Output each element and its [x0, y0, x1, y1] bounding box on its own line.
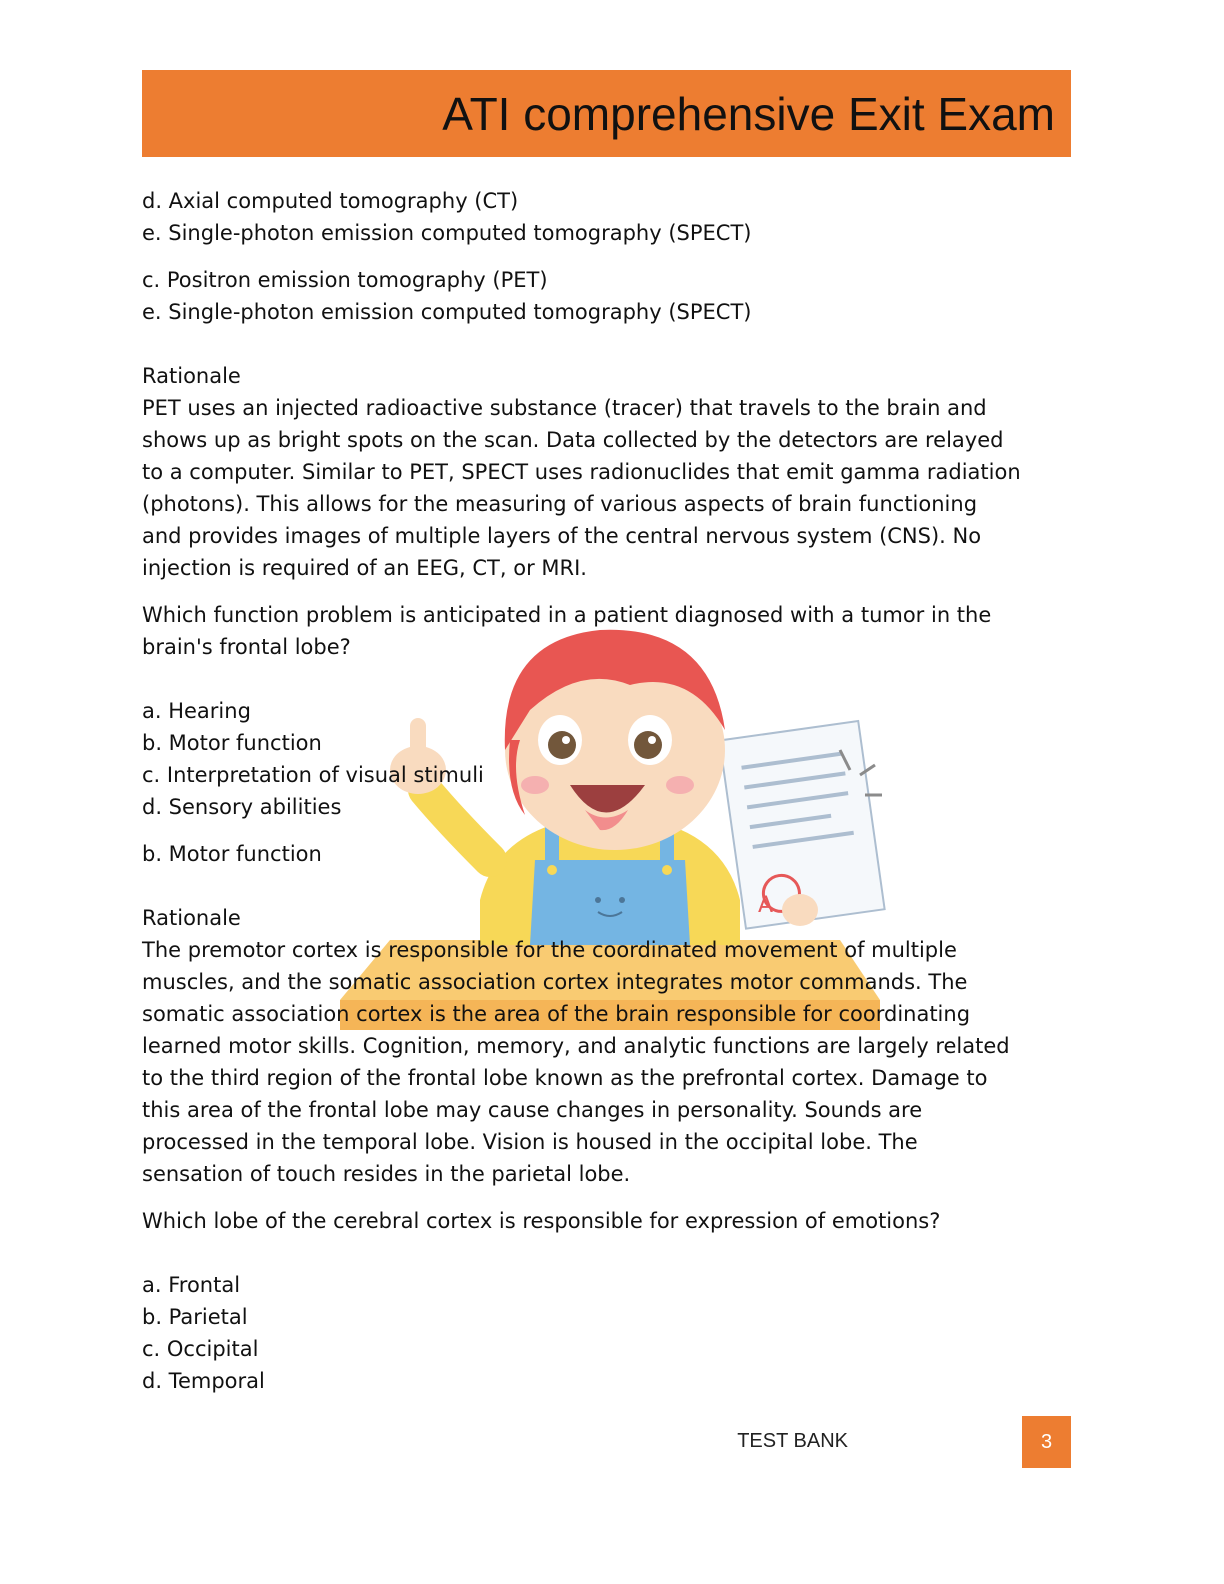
- options-emotions: [142, 1269, 1077, 1397]
- rationale-line: muscles, and the somatic association cortex integrates motor commands. The: [142, 970, 968, 994]
- rationale-line: to a computer. Similar to PET, SPECT uses radionuclides that emit gamma radiation: [142, 460, 1021, 484]
- question-frontal-lobe: [142, 599, 1077, 663]
- answer-line: c. Positron emission tomography (PET): [142, 268, 548, 292]
- footer-label: TEST BANK: [737, 1430, 848, 1452]
- header-band: [142, 70, 1071, 157]
- option-item: d. Temporal: [142, 1369, 265, 1393]
- option-item: b. Parietal: [142, 1305, 248, 1329]
- rationale-line: shows up as bright spots on the scan. Data collected by the detectors are relayed: [142, 428, 1004, 452]
- option-item: d. Sensory abilities: [142, 795, 342, 819]
- list-item: e. Single-photon emission computed tomography (SPECT): [142, 221, 752, 245]
- answer-block-previous: [142, 264, 1077, 328]
- page-title: ATI comprehensive Exit Exam: [442, 88, 1055, 140]
- list-item: d. Axial computed tomography (CT): [142, 189, 519, 213]
- option-item: a. Frontal: [142, 1273, 241, 1297]
- rationale-line: (photons). This allows for the measuring of various aspects of brain functioning: [142, 492, 978, 516]
- rationale-line: and provides images of multiple layers of the central nervous system (CNS). No: [142, 524, 982, 548]
- rationale-previous: [142, 360, 1077, 584]
- rationale-line: learned motor skills. Cognition, memory, and analytic functions are largely related: [142, 1034, 1010, 1058]
- option-item: c. Occipital: [142, 1337, 259, 1361]
- option-item: b. Motor function: [142, 731, 322, 755]
- rationale-line: injection is required of an EEG, CT, or MRI.: [142, 556, 587, 580]
- rationale-heading: Rationale: [142, 364, 241, 388]
- answer-line: e. Single-photon emission computed tomography (SPECT): [142, 300, 752, 324]
- rationale-line: PET uses an injected radioactive substance (tracer) that travels to the brain and: [142, 396, 987, 420]
- question-text: brain's frontal lobe?: [142, 635, 351, 659]
- choice-list-previous: [142, 185, 1077, 249]
- rationale-heading: Rationale: [142, 906, 241, 930]
- option-item: c. Interpretation of visual stimuli: [142, 763, 484, 787]
- rationale-line: The premotor cortex is responsible for the coordinated movement of multiple: [142, 938, 957, 962]
- page-number: 3: [1022, 1416, 1071, 1468]
- rationale-line: processed in the temporal lobe. Vision is housed in the occipital lobe. The: [142, 1130, 918, 1154]
- options-frontal-lobe: [142, 695, 1077, 823]
- rationale-line: sensation of touch resides in the parietal lobe.: [142, 1162, 631, 1186]
- option-item: a. Hearing: [142, 699, 251, 723]
- answer-line: b. Motor function: [142, 842, 322, 866]
- question-text: Which function problem is anticipated in a patient diagnosed with a tumor in the: [142, 603, 992, 627]
- rationale-frontal-lobe: [142, 902, 1077, 1190]
- page-content: [142, 185, 1077, 1397]
- rationale-line: this area of the frontal lobe may cause changes in personality. Sounds are: [142, 1098, 923, 1122]
- grade-mark: A: [758, 893, 774, 918]
- question-text: Which lobe of the cerebral cortex is responsible for expression of emotions?: [142, 1209, 941, 1233]
- rationale-line: to the third region of the frontal lobe known as the prefrontal cortex. Damage to: [142, 1066, 988, 1090]
- rationale-line: somatic association cortex is the area of the brain responsible for coordinating: [142, 1002, 971, 1026]
